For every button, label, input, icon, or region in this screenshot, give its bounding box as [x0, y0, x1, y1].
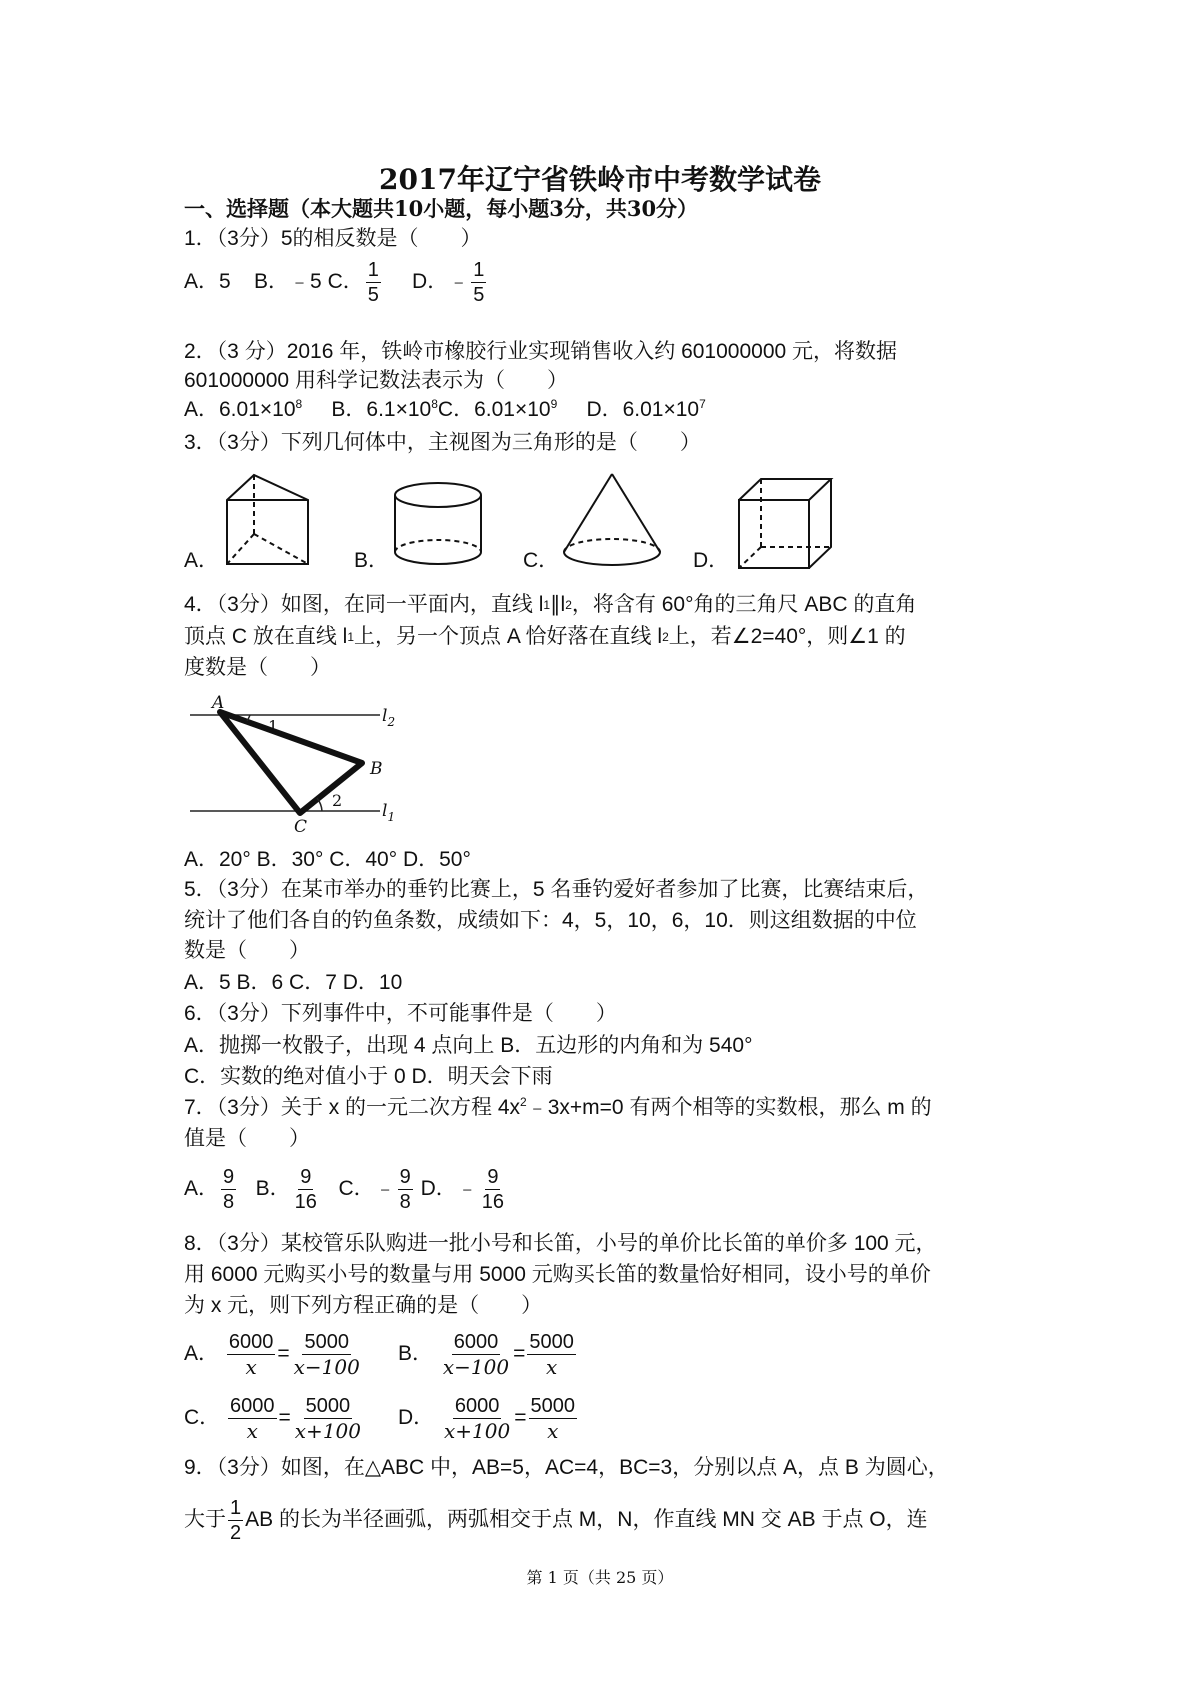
subscript: 1 — [543, 598, 551, 612]
label-b: B — [370, 759, 383, 779]
q3-label-b: B． — [354, 549, 390, 572]
fraction-denominator: x+100 — [294, 1419, 361, 1443]
equation-left-fraction — [441, 1330, 511, 1379]
l2-subscript: 2 — [387, 715, 396, 729]
fraction-numerator: 9 — [487, 1166, 499, 1188]
q7-option-c-label: C．﹣ — [338, 1177, 396, 1201]
q1-option-c-fraction — [366, 258, 381, 307]
q2-options — [184, 397, 706, 423]
fraction-numerator: 6000 — [454, 1395, 500, 1417]
fraction-denominator: x — [246, 1419, 258, 1443]
fraction-denominator: 8 — [399, 1191, 411, 1213]
q6-options-line2: C．实数的绝对值小于 0 D．明天会下雨 — [184, 1065, 553, 1088]
equation-left-fraction — [228, 1394, 277, 1443]
fraction-numerator: 1 — [473, 259, 485, 281]
equals-sign: = — [514, 1406, 527, 1430]
q2-option-d-exponent: 7 — [699, 397, 706, 411]
q7-option-a-label: A． — [184, 1177, 220, 1201]
fraction-numerator: 9 — [399, 1166, 411, 1188]
fraction-numerator: 1 — [367, 259, 379, 281]
cone-figure — [560, 470, 664, 574]
q1-stem: 1．（3分）5的相反数是（ ） — [184, 227, 482, 250]
q8-stem-line3: 为 x 元，则下列方程正确的是（ ） — [184, 1294, 543, 1317]
fraction-numerator: 6000 — [230, 1395, 275, 1417]
l1-letter: l — [382, 801, 388, 821]
label-a: A — [212, 693, 225, 713]
q2-option-b: B．6.1×10 — [331, 398, 432, 421]
q5-stem-line1: 5．（3分）在某市举办的垂钓比赛上，5 名垂钓爱好者参加了比赛，比赛结束后， — [184, 878, 929, 901]
equation-left-fraction — [227, 1330, 276, 1379]
q9-text: AB 的长为半径画弧，两弧相交于点 M，N，作直线 MN 交 AB 于点 O，连 — [245, 1508, 928, 1532]
q4-text: ∥l — [550, 593, 566, 616]
q2-stem-line1: 2．（3 分）2016 年，铁岭市橡胶行业实现销售收入约 601000000 元，将数据 — [184, 340, 898, 363]
label-l1 — [382, 801, 395, 824]
equation-left-fraction — [442, 1394, 512, 1443]
q2-option-c-exponent: 9 — [550, 397, 558, 411]
q2-stem-line2: 601000000 用科学记数法表示为（ ） — [184, 369, 568, 392]
q5-stem-line3: 数是（ ） — [184, 939, 310, 962]
q4-text: 4．（3分）如图，在同一平面内，直线 l — [184, 593, 544, 616]
q3-stem: 3．（3分）下列几何体中，主视图为三角形的是（ ） — [184, 431, 701, 454]
fraction-denominator: 5 — [367, 284, 379, 306]
q7-option-b-label: B． — [255, 1177, 291, 1201]
fraction-denominator: x−100 — [293, 1355, 360, 1379]
fraction-numerator: 6000 — [228, 1331, 274, 1353]
q9-stem-line1: 9．（3分）如图，在△ABC 中，AB=5，AC=4，BC=3，分别以点 A，点 B 为圆心， — [184, 1456, 949, 1479]
q4-options: A．20° B．30° C．40° D．50° — [184, 848, 471, 871]
q4-stem-line1 — [184, 592, 916, 618]
q8-option-a — [184, 1330, 364, 1379]
q7-text: ﹣3x+m=0 有两个相等的实数根，那么 m 的 — [526, 1096, 932, 1119]
q7-option-b-fraction — [293, 1165, 319, 1214]
option-label: C． — [184, 1406, 221, 1430]
q6-stem: 6．（3分）下列事件中，不可能事件是（ ） — [184, 1002, 617, 1025]
cube-figure — [736, 476, 834, 572]
q4-text: 上，另一个顶点 A 恰好落在直线 l — [354, 625, 663, 648]
q4-stem-line2 — [184, 624, 906, 650]
q2-option-a: A．6.01×10 — [184, 398, 296, 421]
equation-right-fraction — [529, 1394, 578, 1443]
fraction-denominator: 2 — [230, 1522, 242, 1544]
fraction-denominator: x — [245, 1355, 257, 1379]
q2-option-d: D．6.01×10 — [586, 398, 700, 421]
fraction-denominator: 16 — [294, 1191, 317, 1213]
q7-option-c-fraction — [398, 1165, 413, 1214]
q9-stem-line2 — [184, 1496, 928, 1545]
subscript: 2 — [565, 598, 572, 612]
equals-sign: = — [513, 1342, 526, 1366]
fraction-numerator: 5000 — [530, 1395, 575, 1417]
page-footer: 第 1 页（共 25 页） — [526, 1568, 674, 1587]
q7-stem-line2: 值是（ ） — [184, 1127, 310, 1150]
q5-options: A．5 B．6 C．7 D．10 — [184, 971, 403, 994]
q7-options — [184, 1165, 508, 1214]
q2-option-a-exponent: 8 — [295, 397, 303, 411]
q2-option-b-exponent: 8 — [431, 397, 438, 411]
q3-label-d: D． — [693, 549, 730, 572]
triangular-prism-figure — [220, 472, 310, 572]
q4-stem-line3: 度数是（ ） — [184, 656, 331, 679]
q2-option-c: C．6.01×10 — [437, 398, 551, 421]
q1-option-c-label: C． — [327, 270, 364, 294]
q8-stem-line2: 用 6000 元购买小号的数量与用 5000 元购买长笛的数量恰好相同，设小号的单价 — [184, 1263, 931, 1286]
subscript: 1 — [347, 630, 355, 644]
option-label: B． — [398, 1342, 434, 1366]
equals-sign: = — [277, 1342, 290, 1366]
equation-right-fraction — [292, 1330, 362, 1379]
fraction-numerator: 1 — [230, 1497, 242, 1519]
fraction-numerator: 9 — [300, 1166, 312, 1188]
l1-subscript: 1 — [387, 810, 396, 824]
q3-label-a: A． — [184, 549, 220, 572]
equals-sign: = — [278, 1406, 291, 1430]
fraction-denominator: x+100 — [444, 1419, 511, 1443]
q4-triangle-diagram — [180, 688, 410, 833]
page-title: 2017年辽宁省铁岭市中考数学试卷 — [379, 163, 821, 196]
fraction-denominator: x−100 — [442, 1355, 510, 1379]
cylinder-figure — [392, 480, 486, 570]
fraction-denominator: 16 — [481, 1191, 504, 1213]
q5-stem-line2: 统计了他们各自的钓鱼条数，成绩如下：4，5，10，6，10．则这组数据的中位 — [184, 909, 917, 932]
angle-1-label: 1 — [268, 717, 279, 736]
fraction-numerator: 9 — [223, 1166, 235, 1188]
angle-2-label: 2 — [332, 791, 343, 810]
q4-text: 上，若∠2=40°，则∠1 的 — [668, 625, 906, 648]
q7-option-a-fraction — [221, 1165, 236, 1214]
q7-option-d-label: D．﹣ — [420, 1177, 478, 1201]
label-c: C — [294, 817, 308, 833]
q6-options-line1: A．抛掷一枚骰子，出现 4 点向上 B．五边形的内角和为 540° — [184, 1034, 753, 1057]
q1-option-b: B．﹣5 — [254, 270, 322, 294]
q3-label-c: C． — [523, 549, 560, 572]
q8-stem-line1: 8．（3分）某校管乐队购进一批小号和长笛，小号的单价比长笛的单价多 100 元， — [184, 1232, 937, 1255]
fraction-numerator: 6000 — [453, 1331, 499, 1353]
fraction-numerator: 5000 — [529, 1331, 574, 1353]
q7-text: 7．（3分）关于 x 的一元二次方程 4x — [184, 1096, 521, 1119]
q4-text: ，将含有 60°角的三角尺 ABC 的直角 — [571, 593, 917, 616]
q8-option-b — [398, 1330, 578, 1379]
q1-option-d-label: D．﹣ — [412, 270, 470, 294]
fraction-denominator: x — [545, 1355, 558, 1379]
section-heading: 一、选择题（本大题共10小题，每小题3分，共30分） — [184, 196, 699, 221]
q7-stem-line1 — [184, 1095, 932, 1121]
fraction-denominator: 8 — [223, 1191, 235, 1213]
exponent: 2 — [520, 1095, 527, 1109]
fraction-numerator: 5000 — [305, 1395, 351, 1417]
subscript: 2 — [662, 630, 669, 644]
half-fraction — [228, 1496, 243, 1545]
option-label: A． — [184, 1342, 220, 1366]
q8-option-d — [398, 1394, 579, 1443]
label-l2 — [382, 706, 395, 729]
q1-option-a: A．5 — [184, 270, 231, 294]
option-label: D． — [398, 1406, 435, 1430]
q1-options — [184, 258, 488, 307]
q4-text: 顶点 C 放在直线 l — [184, 625, 348, 648]
q8-option-c — [184, 1394, 365, 1443]
equation-right-fraction — [527, 1330, 576, 1379]
q7-option-d-fraction — [480, 1165, 506, 1214]
equation-right-fraction — [293, 1394, 363, 1443]
fraction-denominator: x — [547, 1419, 559, 1443]
l2-letter: l — [382, 706, 388, 726]
fraction-numerator: 5000 — [304, 1331, 349, 1353]
q9-text: 大于 — [184, 1508, 226, 1532]
fraction-denominator: 5 — [473, 284, 485, 306]
q1-option-d-fraction — [471, 258, 486, 307]
